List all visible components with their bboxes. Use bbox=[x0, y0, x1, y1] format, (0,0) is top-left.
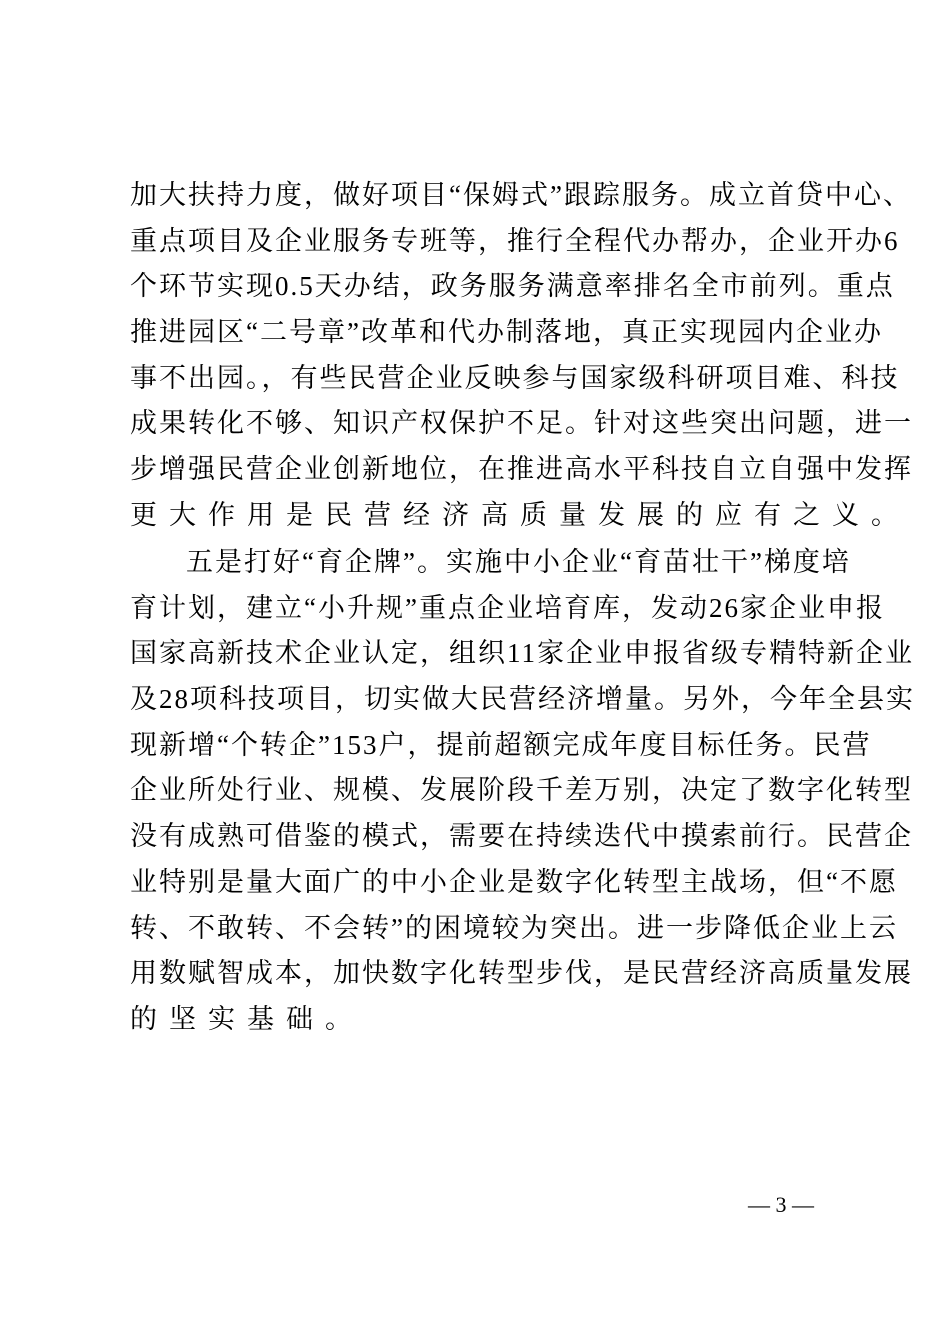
text-line: 更大作用是民营经济高质量发展的应有之义。 bbox=[130, 499, 910, 530]
text-line: 加大扶持力度，做好项目“保姆式”跟踪服务。成立首贷中心、 bbox=[130, 180, 912, 210]
page-number: — 3 — bbox=[748, 1192, 814, 1217]
text-line: 育计划，建立“小升规”重点企业培育库，发动26家企业申报 bbox=[130, 592, 885, 623]
text-line: 转、不敢转、不会转”的困境较为突出。进一步降低企业上云 bbox=[130, 912, 898, 943]
text-line: 步增强民营企业创新地位，在推进高水平科技自立自强中发挥 bbox=[130, 454, 913, 485]
text-line: 的坚实基础。 bbox=[130, 1003, 364, 1034]
text-line: 没有成熟可借鉴的模式，需要在持续迭代中摸索前行。民营企 bbox=[130, 821, 913, 852]
text-line: 个环节实现0.5天办结，政务服务满意率排名全市前列。重点 bbox=[130, 271, 895, 302]
text-line: 五是打好“育企牌”。实施中小企业“育苗壮干”梯度培 bbox=[186, 547, 851, 577]
paragraph-1 bbox=[130, 173, 913, 539]
text-line: 及28项科技项目，切实做大民营经济增量。另外，今年全县实 bbox=[130, 684, 915, 715]
text-line: 现新增“个转企”153户，提前超额完成年度目标任务。民营 bbox=[130, 729, 872, 760]
text-line: 事不出园。，有些民营企业反映参与国家级科研项目难、科技 bbox=[130, 362, 900, 393]
text-line: 企业所处行业、规模、发展阶段千差万别，决定了数字化转型 bbox=[130, 775, 913, 806]
text-line: 成果转化不够、知识产权保护不足。针对这些突出问题，进一 bbox=[130, 408, 913, 439]
text-line: 用数赋智成本，加快数字化转型步伐，是民营经济高质量发展 bbox=[130, 958, 913, 989]
text-line: 业特别是量大面广的中小企业是数字化转型主战场，但“不愿 bbox=[130, 866, 898, 897]
text-line: 国家高新技术企业认定，组织11家企业申报省级专精特新企业 bbox=[130, 638, 914, 669]
text-line: 重点项目及企业服务专班等，推行全程代办帮办，企业开办6 bbox=[130, 225, 900, 256]
paragraph-2 bbox=[130, 540, 915, 1043]
text-line: 推进园区“二号章”改革和代办制落地，真正实现园内企业办 bbox=[130, 317, 883, 348]
